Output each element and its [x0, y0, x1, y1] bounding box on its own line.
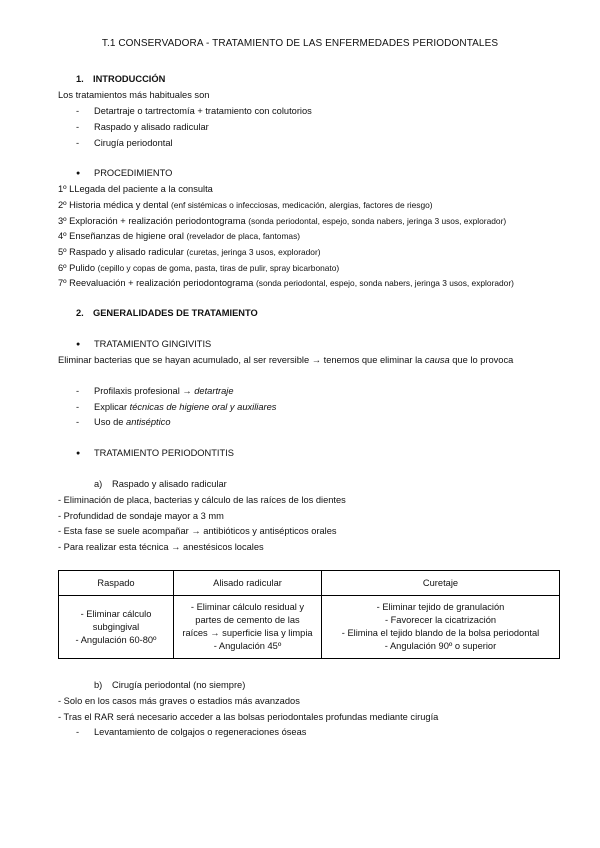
- intro-text: Los tratamientos más habituales son: [58, 90, 210, 100]
- document-title: T.1 CONSERVADORA - TRATAMIENTO DE LAS ENFERMEDADES PERIODONTALES: [101, 38, 499, 49]
- bullet-icon: ●: [76, 450, 81, 457]
- section-heading-text: GENERALIDADES DE TRATAMIENTO: [93, 308, 258, 318]
- periodontitis-point: - Para realizar esta técnica → anestésicos locales: [58, 542, 264, 552]
- bullet-icon: ●: [76, 170, 81, 177]
- section-heading-text: INTRODUCCIÓN: [93, 74, 166, 84]
- table-cell-raspado: - Eliminar cálculo subgingival - Angulación 60-80º: [59, 596, 174, 659]
- procedure-step: 1º LLegada del paciente a la consulta: [58, 184, 213, 194]
- table-header-alisado: Alisado radicular: [174, 571, 322, 596]
- procedure-step: 2º Historia médica y dental (enf sistémicas o infecciosas, medicación, alergias, factores de riesgo): [58, 200, 433, 210]
- table-header-row: [59, 571, 560, 596]
- bullet-heading-periodontitis: ● TRATAMIENTO PERIODONTITIS: [76, 448, 234, 458]
- table-cell-curetaje: - Eliminar tejido de granulación - Favorecer la cicatrización - Elimina el tejido blando de la bolsa periodontal - Angulación 90º o superior: [322, 596, 560, 659]
- section-heading-generalidades: [76, 307, 258, 319]
- subsection-b-heading: b) Cirugía periodontal (no siempre): [94, 680, 246, 690]
- periodontitis-point: - Esta fase se suele acompañar → antibióticos y antisépticos orales: [58, 526, 337, 536]
- comparison-table: [58, 570, 560, 659]
- section-number: 2.: [76, 308, 84, 318]
- table-header-curetaje: Curetaje: [322, 571, 560, 596]
- subsection-a-heading: a) Raspado y alisado radicular: [94, 479, 227, 489]
- section-number: 1.: [76, 74, 84, 84]
- table-header-raspado: Raspado: [59, 571, 174, 596]
- bullet-heading-gingivitis: ● TRATAMIENTO GINGIVITIS: [76, 339, 212, 349]
- procedure-step: 4º Enseñanzas de higiene oral (revelador de placa, fantomas): [58, 231, 301, 241]
- table-row: [59, 596, 560, 659]
- gingivitis-description: Eliminar bacterias que se hayan acumulado, al ser reversible → tenemos que eliminar la causa que lo provoca: [58, 355, 514, 365]
- bullet-heading-procedimiento: ● PROCEDIMIENTO: [76, 168, 173, 178]
- procedure-step: 3º Exploración + realización periodontograma (sonda periodontal, espejo, sonda nabers, jeringa 3 usos, explorador): [58, 216, 507, 226]
- periodontitis-point: - Profundidad de sondaje mayor a 3 mm: [58, 511, 224, 521]
- document-page: T.1 CONSERVADORA - TRATAMIENTO DE LAS ENFERMEDADES PERIODONTALES 1. INTRODUCCIÓN Los tratamientos más habituales son - Detartraje o tartrectomía + tratamiento con colutorios - Raspado y alisado radicular - Cirugía periodontal ● PROCEDIMIENTO 1º LLegada del paciente a la consulta 2º Historia médica y dental (enf sistémicas o infecciosas, medicación, alergias, factores de riesgo) 3º Exploración + realización periodontograma (sonda periodontal, espejo, sonda nabers, jeringa 3 usos, explorador) 4º Enseñanzas de higiene oral (revelador de placa, fantomas) 5º Raspado y alisado radicular (curetas, jeringa 3 usos, explorador) 6º Pulido (cepillo y copas de goma, pasta, tiras de pulir, spray bicarbonato) 7º Reevaluación + realización periodontograma (sonda periodontal, espejo, sonda nabers, jeringa 3 usos, explorador) 2. GENERALIDADES DE TRATAMIENTO ● TRATAMIENTO GINGIVITIS Eliminar bacterias que se hayan acumulado, al ser reversible → tenemos que eliminar la causa que lo provoca - Profilaxis profesional → detartraje - Explicar técnicas de higiene oral y auxiliares - Uso de antiséptico ● TRATAMIENTO PERIODONTITIS a) Raspado y alisado radicular - Eliminación de placa, bacterias y cálculo de las raíces de los dientes - Profundidad de sondaje mayor a 3 mm - Esta fase se suele acompañar → antibióticos y antisépticos orales - Para realizar esta técnica → anestésicos locales Raspado Alisado radicular Curetaje - Eliminar cálculo subgingival - Angulación 60-80º - Eliminar cálculo residual y partes de cemento de las raíces → superficie lisa y limpia - Angulación 45º - Eliminar tejido de granulación - Favorecer la cicatrización - Elimina el tejido blando de la bolsa periodontal - Angulación 90º o superior b) Cirugía periodontal (no siempre) - Solo en los casos más graves o estadios más avanzados - Tras el RAR será necesario acceder a las bolsas periodontales profundas mediante cirugía - Levantamiento de colgajos o regeneraciones óseas: [0, 0, 600, 848]
- section-heading-introduccion: [76, 73, 165, 85]
- surgery-point: - Tras el RAR será necesario acceder a las bolsas periodontales profundas mediante cirugía: [58, 712, 439, 722]
- surgery-point: - Solo en los casos más graves o estadios más avanzados: [58, 696, 300, 706]
- procedure-step: 6º Pulido (cepillo y copas de goma, pasta, tiras de pulir, spray bicarbonato): [58, 263, 340, 273]
- procedure-step: 7º Reevaluación + realización periodontograma (sonda periodontal, espejo, sonda nabers, jeringa 3 usos, explorador): [58, 278, 514, 288]
- bullet-icon: ●: [76, 341, 81, 348]
- table-cell-alisado: - Eliminar cálculo residual y partes de cemento de las raíces → superficie lisa y limpia - Angulación 45º: [174, 596, 322, 659]
- periodontitis-point: - Eliminación de placa, bacterias y cálculo de las raíces de los dientes: [58, 495, 346, 505]
- procedure-step: 5º Raspado y alisado radicular (curetas, jeringa 3 usos, explorador): [58, 247, 321, 257]
